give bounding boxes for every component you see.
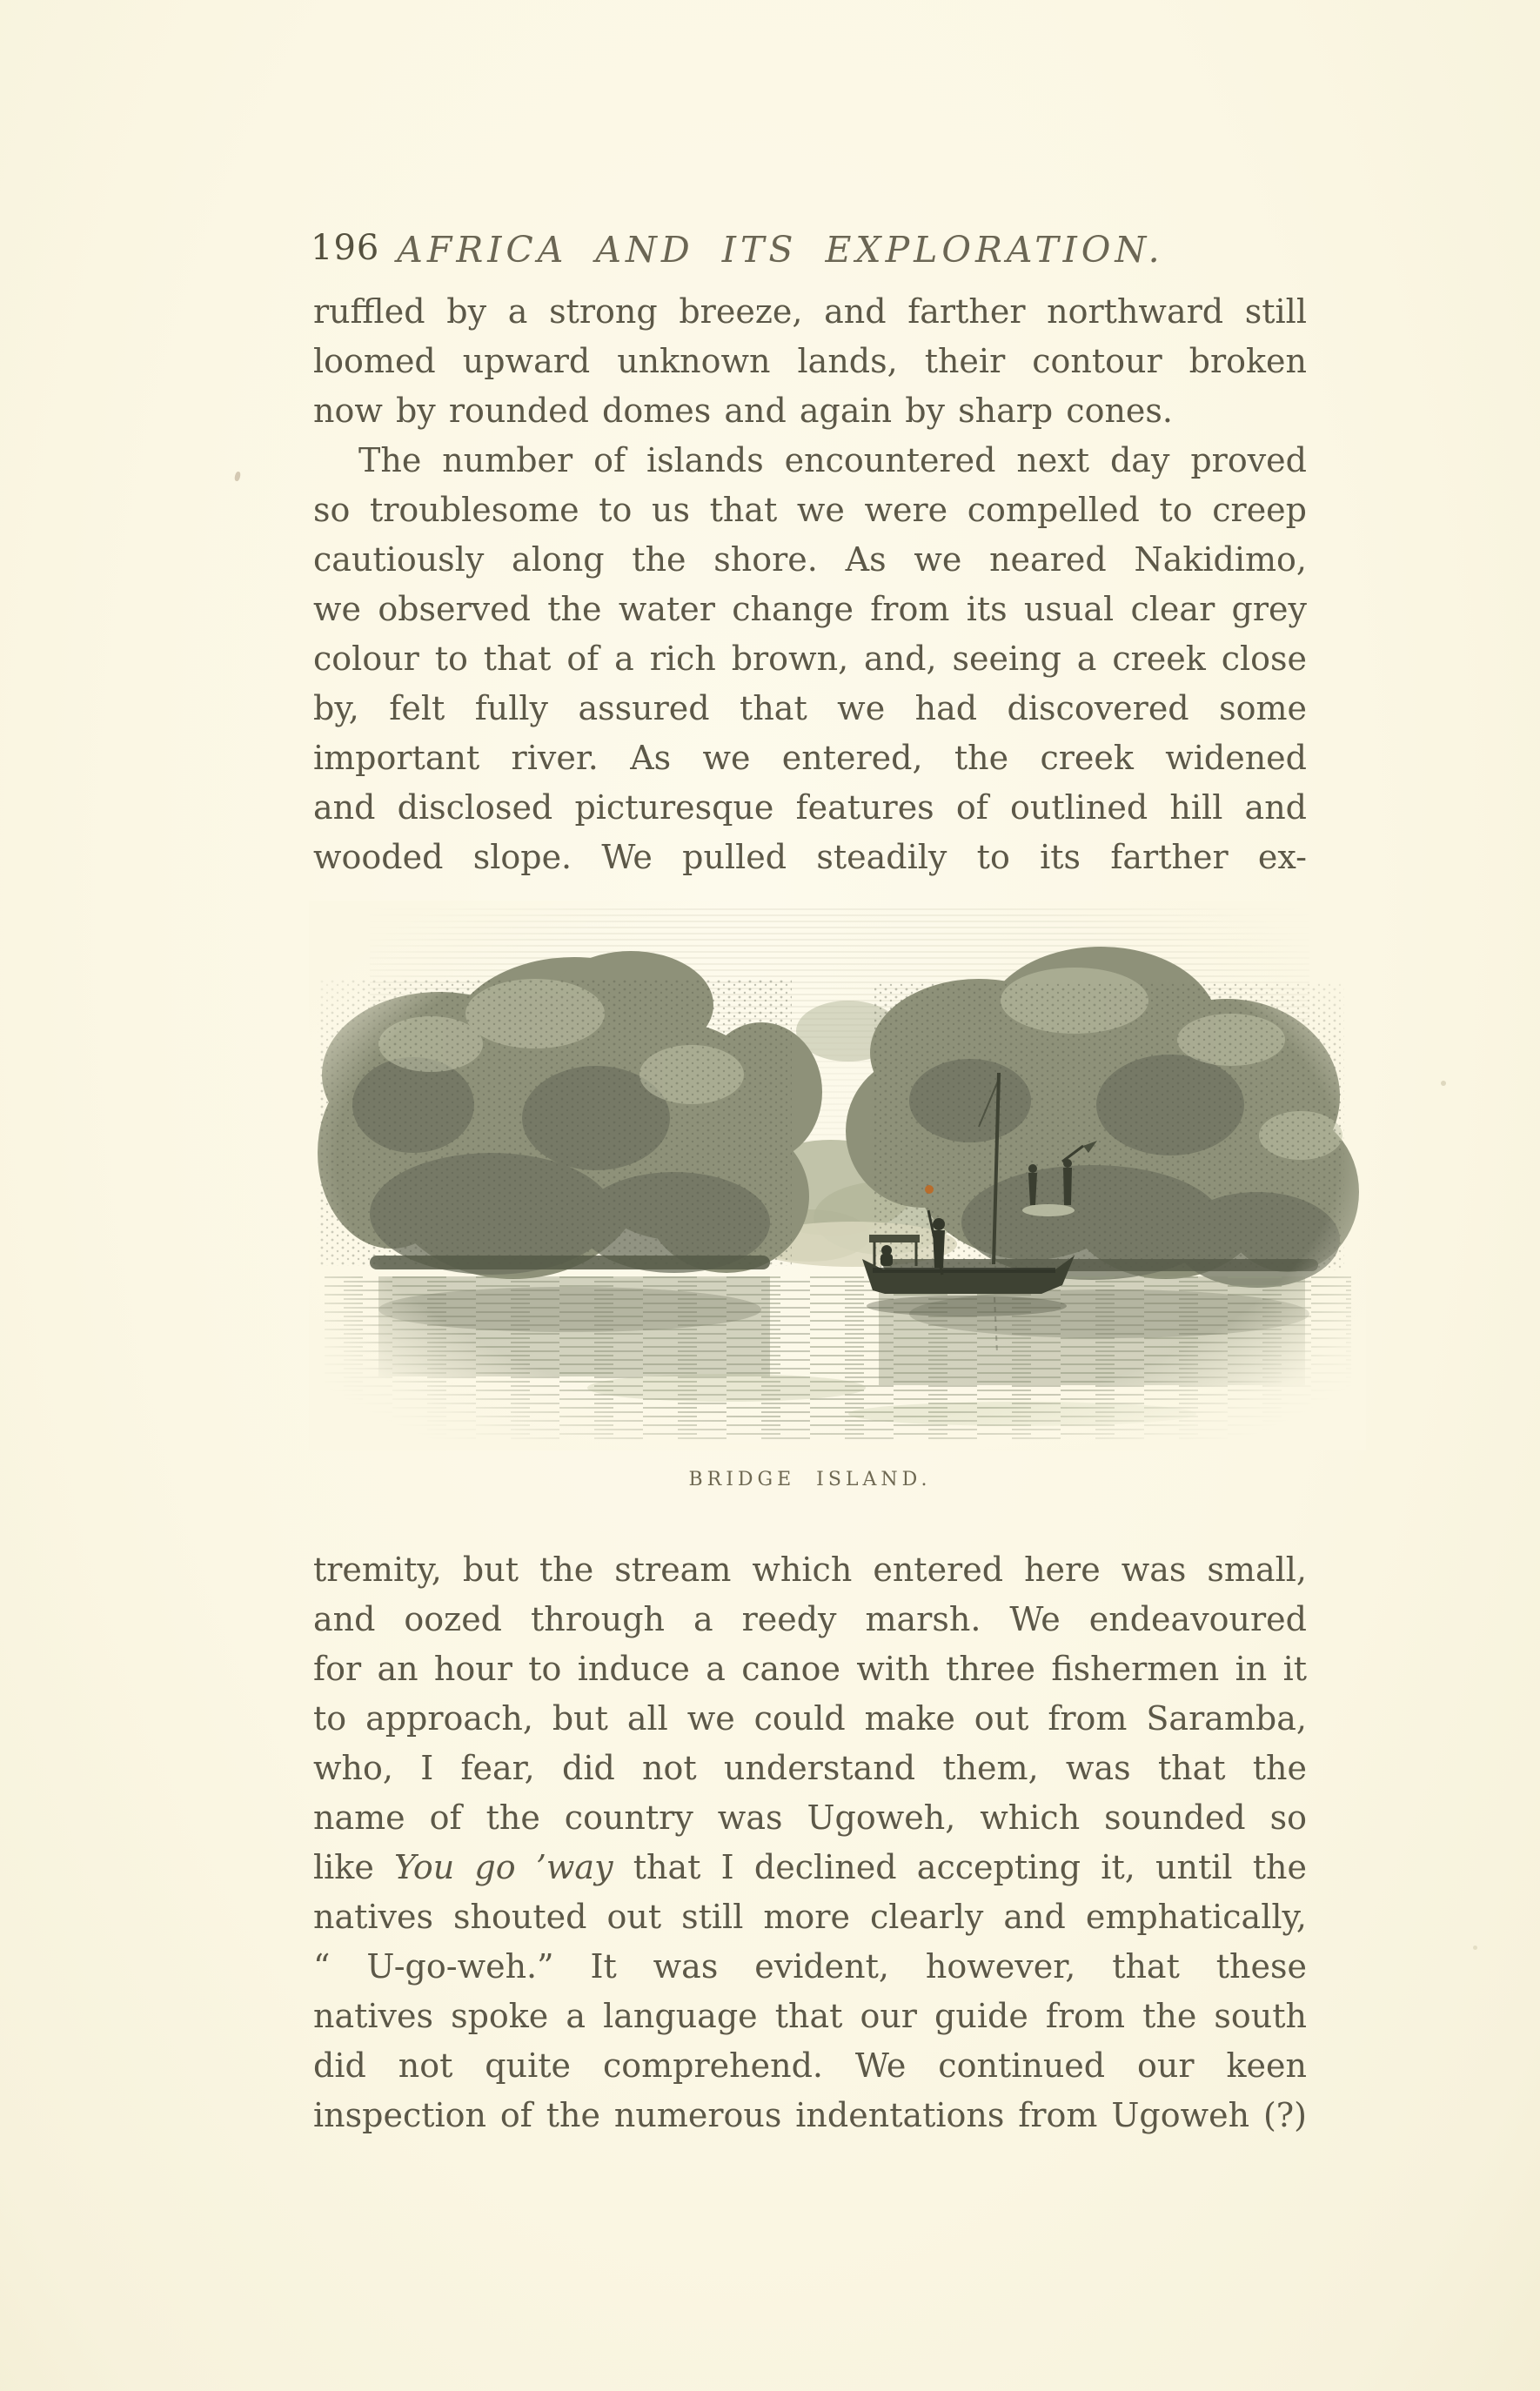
text-line: wooded slope. We pulled steadily to its farther ex- (313, 838, 1307, 876)
text-line: colour to that of a rich brown, and, seeing a creek close (313, 640, 1307, 678)
text-line: inspection of the numerous indentations from Ugoweh (?) (313, 2096, 1307, 2134)
engraving-figure (309, 901, 1366, 1450)
vignette-fade (309, 901, 1366, 1450)
text-line: natives shouted out still more clearly and emphatically, (313, 1898, 1307, 1936)
text-line: who, I fear, did not understand them, was that the (313, 1749, 1307, 1787)
text-line: and oozed through a reedy marsh. We endeavoured (313, 1600, 1307, 1638)
paragraph (313, 436, 1307, 882)
body-text-upper (313, 287, 1307, 882)
page-number: 196 (311, 228, 380, 268)
body-text-lower (313, 1545, 1307, 2140)
paper-speck (1473, 1946, 1477, 1950)
text-line: like You go ’way that I declined accepting it, until the (313, 1848, 1307, 1886)
text-line: The number of islands encountered next day proved (358, 441, 1307, 479)
text-line: we observed the water change from its usual clear grey (313, 590, 1307, 628)
text-line: ruffled by a strong breeze, and farther northward still (313, 292, 1307, 331)
text-line: name of the country was Ugoweh, which sounded so (313, 1798, 1307, 1837)
paragraph (313, 1545, 1307, 2140)
text-line: to approach, but all we could make out from Saramba, (313, 1699, 1307, 1738)
text-line: now by rounded domes and again by sharp cones. (313, 392, 1173, 430)
paper-speck (234, 471, 241, 481)
running-title: AFRICA AND ITS EXPLORATION. (397, 229, 1164, 271)
figure-caption: BRIDGE ISLAND. (688, 1469, 932, 1490)
text-line: tremity, but the stream which entered here was small, (313, 1550, 1307, 1589)
text-line: for an hour to induce a canoe with three fishermen in it (313, 1650, 1307, 1688)
paper-speck (1441, 1081, 1446, 1086)
text-line: “ U-go-weh.” It was evident, however, that these (313, 1947, 1307, 1986)
paragraph (313, 287, 1307, 436)
text-line: and disclosed picturesque features of outlined hill and (313, 788, 1307, 827)
text-line: loomed upward unknown lands, their contour broken (313, 342, 1307, 380)
text-line: so troublesome to us that we were compelled to creep (313, 491, 1307, 529)
bridge-island-engraving (309, 901, 1366, 1450)
text-line: did not quite comprehend. We continued our keen (313, 2046, 1307, 2085)
text-line: important river. As we entered, the creek widened (313, 739, 1307, 777)
text-line: cautiously along the shore. As we neared Nakidimo, (313, 540, 1307, 579)
text-line: natives spoke a language that our guide from the south (313, 1997, 1307, 2035)
text-line: by, felt fully assured that we had discovered some (313, 689, 1307, 727)
